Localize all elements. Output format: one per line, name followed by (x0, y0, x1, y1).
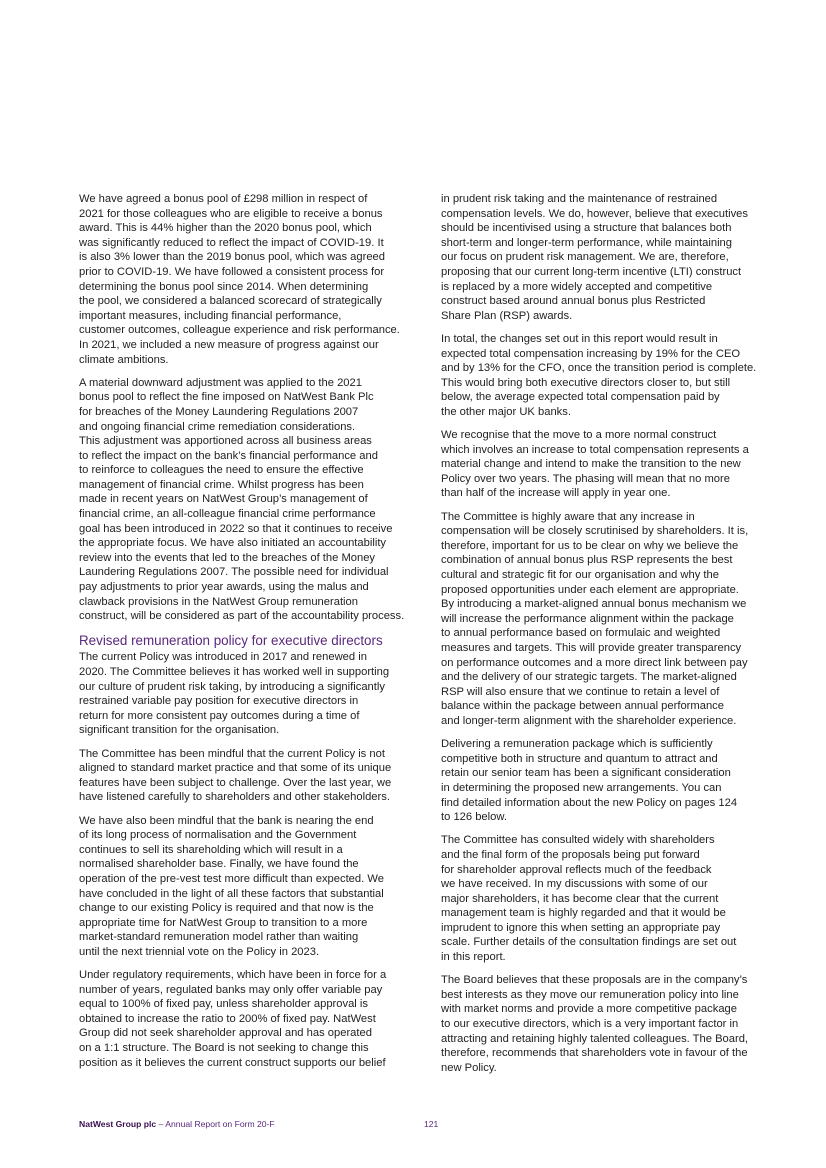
paragraph (79, 968, 419, 1070)
text-line: normalised shareholder base. Finally, we have found the (79, 858, 359, 871)
text-line: The Committee has consulted widely with shareholders (441, 834, 715, 847)
text-line: imprudent to ignore this when setting an appropriate pay (441, 921, 721, 934)
paragraph (441, 510, 781, 729)
text-line: material change and intend to make the transition to the new (441, 458, 741, 471)
text-line: we have received. In my discussions with some of our (441, 878, 708, 891)
text-line: therefore, important for us to be clear on why we believe the (441, 539, 739, 552)
text-line: and the delivery of our strategic targets. The market-aligned (441, 671, 737, 684)
text-line: to reinforce to colleagues the need to ensure the effective (79, 464, 364, 477)
text-line: position as it believes the current construct supports our belief (79, 1056, 386, 1069)
paragraph (79, 376, 419, 624)
text-line: restrained variable pay position for executive directors in (79, 695, 359, 708)
text-line: appropriate time for NatWest Group to transition to a more (79, 916, 368, 929)
text-line: of its long process of normalisation and the Government (79, 829, 357, 842)
text-line: to 126 below. (441, 811, 507, 824)
text-line: to our executive directors, which is a very important factor in (441, 1018, 739, 1031)
paragraph (441, 192, 781, 323)
text-line: to annual performance based on formulaic and weighted (441, 627, 721, 640)
text-line: and longer-term alignment with the shareholder experience. (441, 714, 737, 727)
paragraph (441, 428, 781, 501)
text-line: We have agreed a bonus pool of £298 million in respect of (79, 193, 368, 205)
text-line: return for more consistent pay outcomes during a time of (79, 709, 360, 722)
footer-brand: NatWest Group plc (79, 1119, 157, 1129)
text-line: important measures, including financial performance, (79, 309, 342, 322)
page-number: 121 (424, 1119, 439, 1129)
text-line: on a 1:1 structure. The Board is not seeking to change this (79, 1042, 369, 1055)
text-line: the other major UK banks. (441, 405, 571, 418)
left-column-paragraphs (79, 192, 419, 624)
text-line: our culture of prudent risk taking, by introducing a significantly (79, 680, 385, 693)
text-line: than half of the increase will apply in year one. (441, 487, 671, 500)
text-line: cultural and strategic fit for our organisation and why the (441, 569, 719, 582)
paragraph (79, 192, 419, 367)
text-line: in prudent risk taking and the maintenance of restrained (441, 193, 718, 205)
right-column-paragraphs (441, 192, 781, 1075)
footer-report-title: Annual Report on Form 20-F (165, 1119, 275, 1129)
text-line: A material downward adjustment was applied to the 2021 (79, 376, 362, 389)
text-line: obtained to increase the ratio to 200% of fixed pay. NatWest (79, 1012, 376, 1025)
right-column (441, 192, 781, 1084)
text-line: number of years, regulated banks may only offer variable pay (79, 983, 383, 996)
text-line: compensation levels. We do, however, believe that executives (441, 207, 748, 220)
text-line: pay adjustments to prior year awards, using the malus and (79, 581, 369, 594)
text-line: We recognise that the move to a more normal construct (441, 429, 717, 442)
text-line: In 2021, we included a new measure of progress against our (79, 338, 379, 351)
text-line: measures and targets. This will provide greater transparency (441, 642, 742, 654)
text-line: is replaced by a more widely accepted and competitive (441, 280, 713, 293)
text-line: for shareholder approval reflects much of the feedback (441, 863, 712, 876)
text-line: features have been subject to challenge. Over the last year, we (79, 776, 392, 789)
text-line: proposed opportunities under each element are appropriate. (441, 583, 739, 596)
text-line: determining the bonus pool since 2014. When determining (79, 280, 369, 293)
text-line: with market norms and provide a more competitive package (441, 1003, 737, 1016)
text-line: goal has been introduced in 2022 so that it continues to receive (79, 522, 393, 535)
paragraph (79, 650, 419, 738)
text-line: competitive both in structure and quantum to attract and (441, 752, 718, 765)
text-line: Laundering Regulations 2007. The possible need for individual (79, 566, 389, 579)
text-line: This adjustment was apportioned across all business areas (79, 435, 372, 448)
text-line: until the next triennial vote on the Policy in 2023. (79, 945, 320, 958)
left-column (79, 192, 419, 1079)
text-line: continues to sell its shareholding which will result in a (79, 843, 343, 856)
text-line: is also 3% lower than the 2019 bonus pool, which was agreed (79, 251, 385, 264)
text-line: combination of annual bonus plus RSP represents the best (441, 554, 733, 567)
text-line: have concluded in the light of all these factors that substantial (79, 887, 384, 900)
text-line: prior to COVID-19. We have followed a consistent process for (79, 265, 385, 278)
text-line: retain our senior team has been a significant consideration (441, 767, 731, 780)
text-line: short-term and longer-term performance, while maintaining (441, 236, 733, 249)
text-line: have listened carefully to shareholders and other stakeholders. (79, 791, 390, 804)
text-line: Policy over two years. The phasing will mean that no more (441, 472, 730, 485)
text-line: the pool, we considered a balanced scorecard of strategically (79, 295, 382, 308)
text-line: in this report. (441, 951, 506, 964)
text-line: made in recent years on NatWest Group’s management of (79, 493, 368, 506)
text-line: therefore, recommends that shareholders vote in favour of the (441, 1047, 748, 1060)
paragraph (441, 833, 781, 964)
text-line: market-standard remuneration model rather than waiting (79, 931, 359, 944)
text-line: financial crime, an all-colleague financial crime performance (79, 508, 376, 521)
text-line: construct based around annual bonus plus Restricted (441, 295, 706, 308)
paragraph (79, 814, 419, 960)
text-line: attracting and retaining highly talented colleagues. The Board, (441, 1032, 749, 1045)
text-line: bonus pool to reflect the fine imposed on NatWest Bank Plc (79, 391, 374, 404)
text-line: management of financial crime. Whilst progress has been (79, 478, 364, 491)
paragraph (79, 747, 419, 805)
text-line: RSP will also ensure that we continue to retain a level of (441, 685, 720, 698)
text-line: which involves an increase to total compensation represents a (441, 443, 749, 456)
text-line: award. This is 44% higher than the 2020 bonus pool, which (79, 222, 372, 235)
text-line: find detailed information about the new Policy on pages 124 (441, 796, 738, 809)
paragraph (441, 332, 781, 420)
text-line: for breaches of the Money Laundering Regulations 2007 (79, 405, 359, 418)
text-line: Share Plan (RSP) awards. (441, 309, 573, 322)
section-heading: Revised remuneration policy for executive directors (79, 633, 383, 649)
text-line: expected total compensation increasing by 19% for the CEO (441, 347, 741, 360)
paragraph (441, 737, 781, 825)
text-line: This would bring both executive directors closer to, but still (441, 376, 731, 389)
text-line: the appropriate focus. We have also initiated an accountability (79, 537, 387, 550)
text-line: 2021 for those colleagues who are eligible to receive a bonus (79, 207, 383, 220)
text-line: Delivering a remuneration package which is sufficiently (441, 738, 713, 751)
text-line: equal to 100% of fixed pay, unless shareholder approval is (79, 998, 368, 1011)
text-line: to reflect the impact on the bank’s financial performance and (79, 449, 378, 462)
paragraph (441, 973, 781, 1075)
text-line: will increase the performance alignment within the package (441, 612, 734, 625)
text-line: best interests as they move our remuneration policy into line (441, 988, 739, 1001)
text-line: was significantly reduced to reflect the impact of COVID-19. It (79, 236, 384, 249)
text-line: The current Policy was introduced in 2017 and renewed in (79, 651, 367, 664)
text-line: management team is highly regarded and that it would be (441, 907, 726, 920)
text-line: significant transition for the organisation. (79, 724, 280, 737)
text-line: and the final form of the proposals being put forward (441, 848, 700, 861)
page-footer (79, 1119, 275, 1129)
text-line: change to our existing Policy is required and that now is the (79, 902, 374, 915)
text-line: balance within the package between annual performance (441, 700, 724, 713)
text-line: The Committee has been mindful that the current Policy is not (79, 747, 385, 760)
text-line: compensation will be closely scrutinised by shareholders. It is, (441, 525, 749, 538)
text-line: The Board believes that these proposals are in the company’s (441, 974, 748, 987)
text-line: In total, the changes set out in this report would result in (441, 332, 718, 345)
text-line: and by 13% for the CFO, once the transition period is complete. (441, 362, 757, 375)
text-line: customer outcomes, colleague experience and risk performance. (79, 324, 400, 337)
left-column-paragraphs-after-heading (79, 650, 419, 1070)
text-line: We have also been mindful that the bank is nearing the end (79, 814, 374, 827)
text-line: on performance outcomes and a more direct link between pay (441, 656, 748, 669)
text-line: Group did not seek shareholder approval and has operated (79, 1027, 372, 1040)
text-line: our focus on prudent risk management. We are, therefore, (441, 251, 729, 264)
text-line: construct, will be considered as part of the accountability process. (79, 610, 405, 623)
text-line: clawback provisions in the NatWest Group remuneration (79, 595, 358, 608)
text-line: and ongoing financial crime remediation considerations. (79, 420, 356, 433)
text-line: new Policy. (441, 1061, 497, 1074)
text-line: review into the events that led to the breaches of the Money (79, 551, 376, 564)
footer-separator: – (156, 1119, 166, 1129)
text-line: Under regulatory requirements, which have been in force for a (79, 969, 387, 982)
text-line: The Committee is highly aware that any increase in (441, 510, 695, 523)
text-line: aligned to standard market practice and that some of its unique (79, 762, 392, 775)
text-line: By introducing a market-aligned annual bonus mechanism we (441, 598, 747, 611)
text-line: scale. Further details of the consultation findings are set out (441, 936, 737, 949)
text-line: climate ambitions. (79, 353, 169, 366)
text-line: operation of the pre-vest test more difficult than expected. We (79, 872, 384, 885)
text-line: below, the average expected total compensation paid by (441, 391, 720, 404)
text-line: 2020. The Committee believes it has worked well in supporting (79, 666, 390, 678)
text-line: should be incentivised using a structure that balances both (441, 222, 732, 235)
text-line: in determining the proposed new arrangements. You can (441, 781, 722, 794)
text-line: proposing that our current long-term incentive (LTI) construct (441, 265, 742, 278)
text-line: major shareholders, it has become clear that the current (441, 892, 719, 905)
